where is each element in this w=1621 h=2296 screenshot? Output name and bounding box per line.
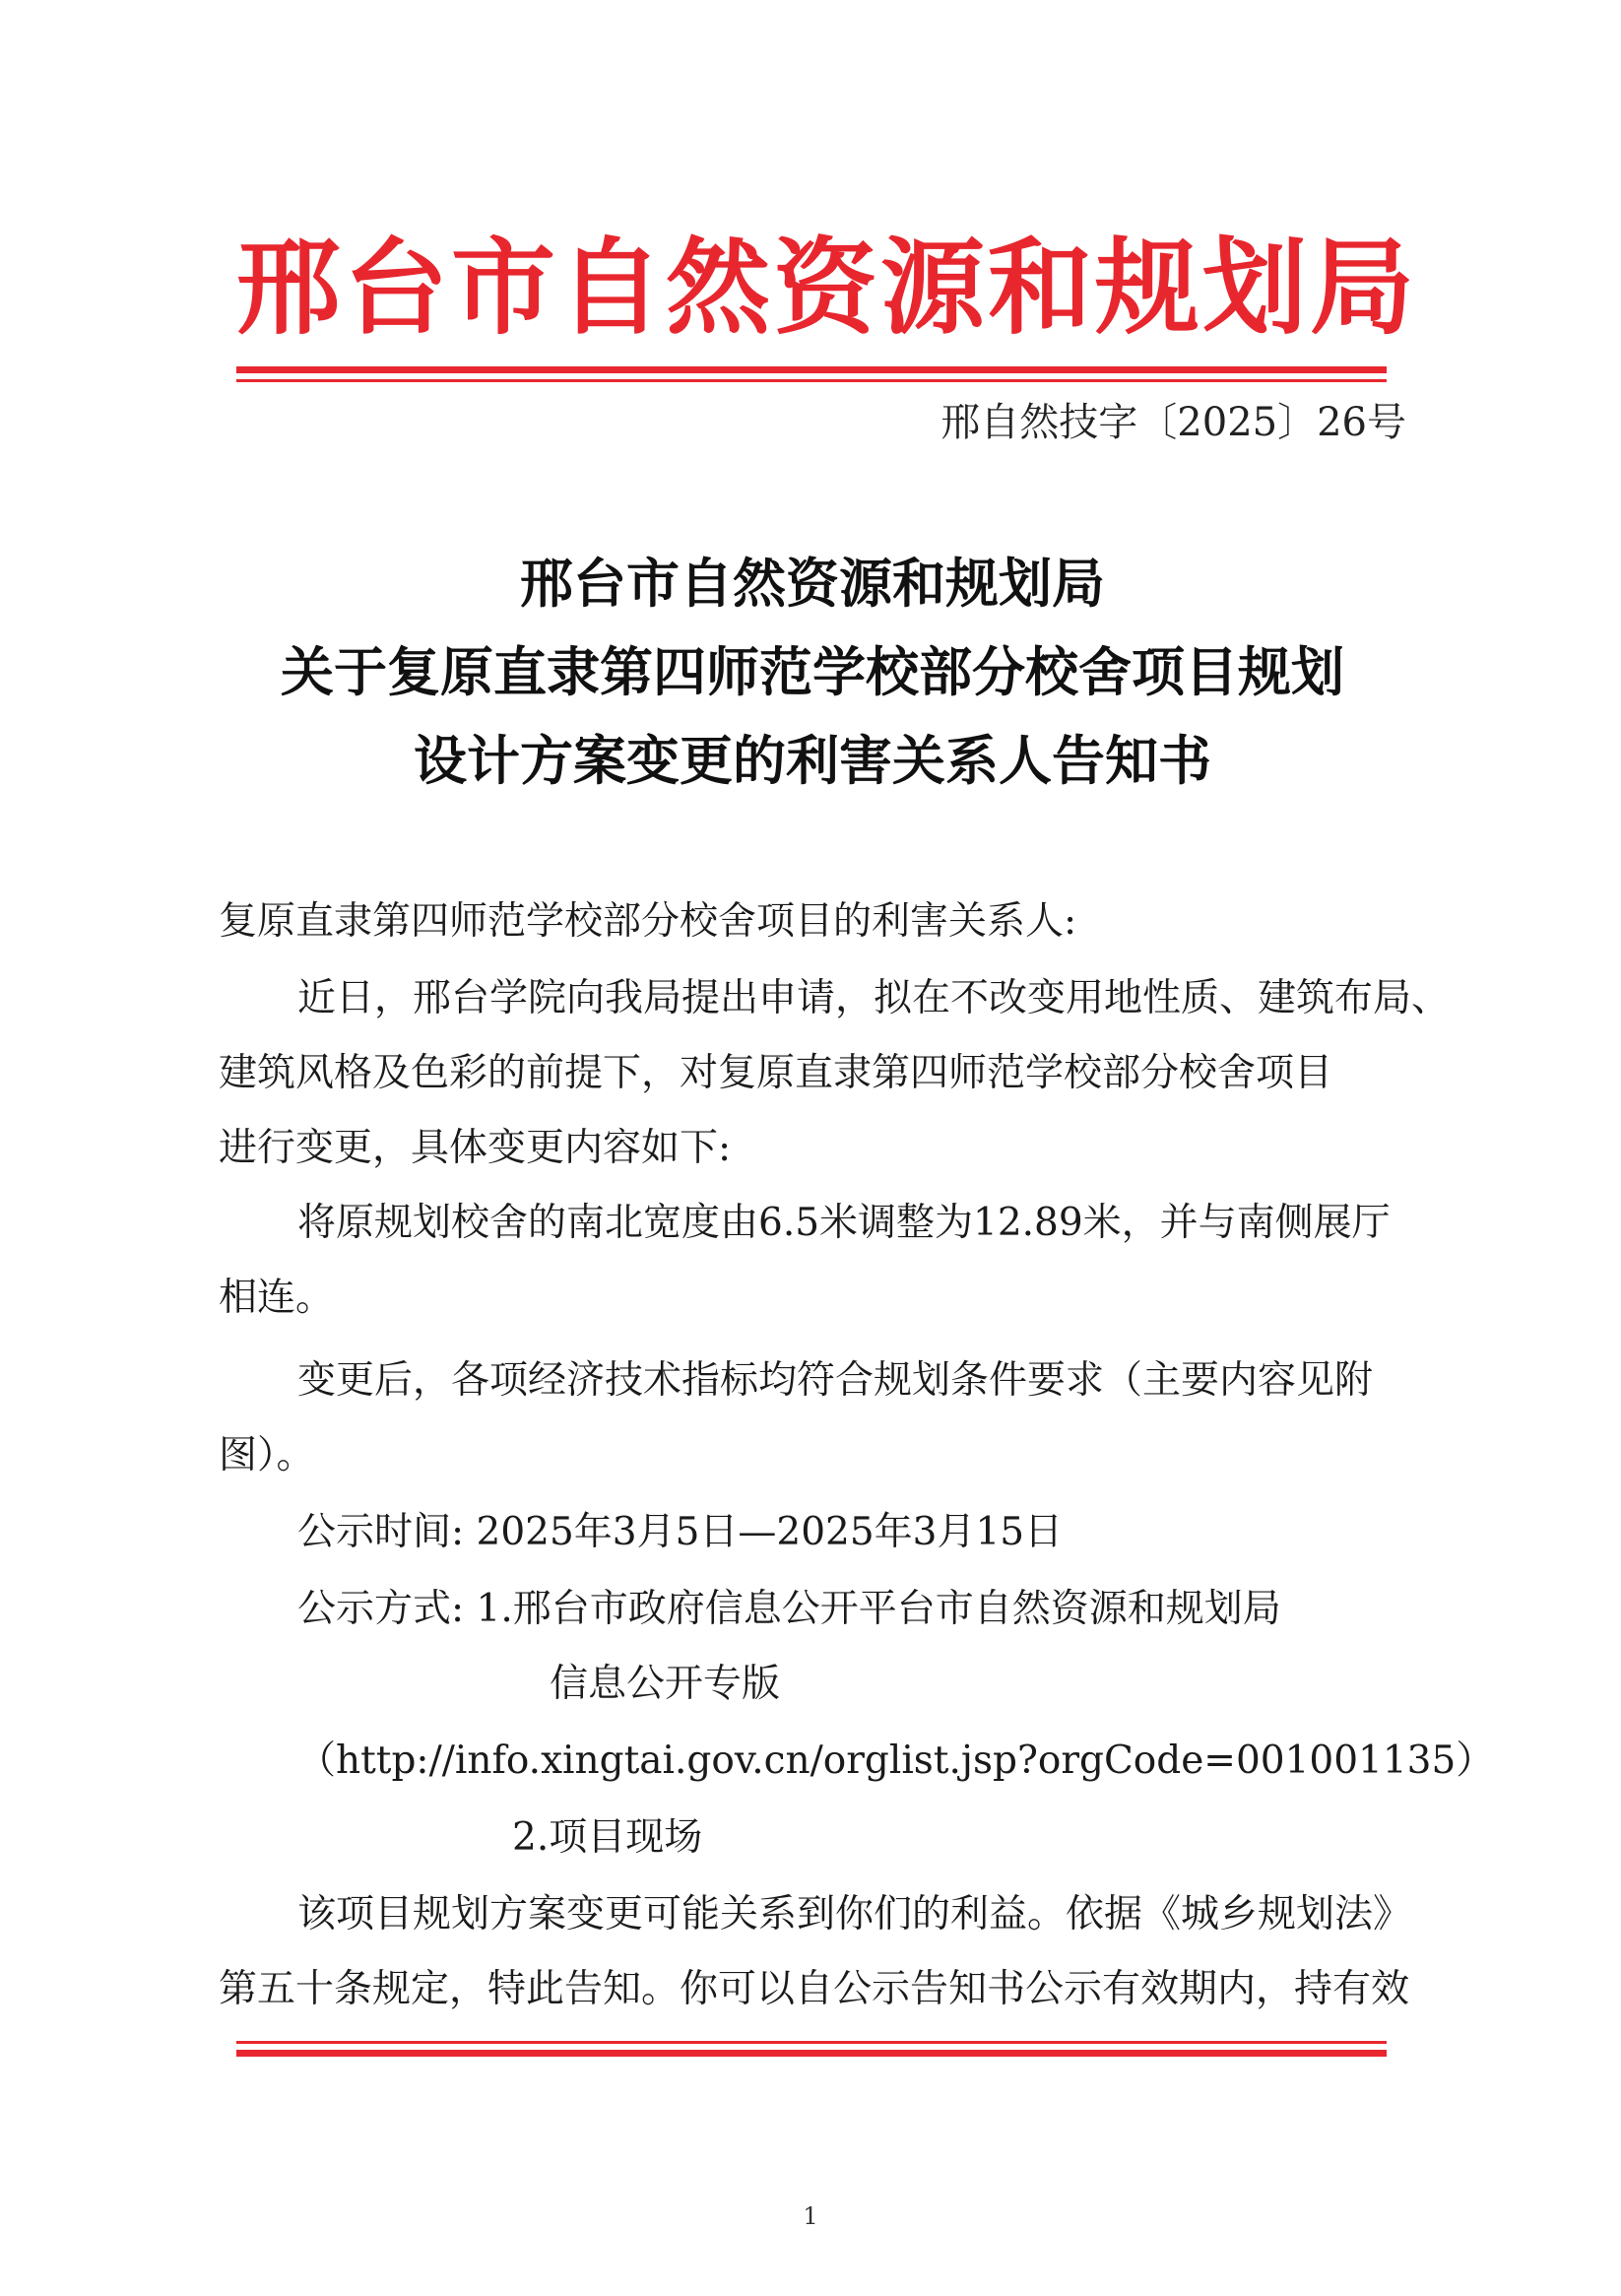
publicity-method-line-1: 公示方式: 1.邢台市政府信息公开平台市自然资源和规划局 [297, 1587, 1281, 1631]
publicity-time: 公示时间: 2025年3月5日—2025年3月15日 [297, 1510, 1064, 1554]
publicity-method-url: （http://info.xingtai.gov.cn/orglist.jsp?orgCode=001001135） [297, 1738, 1495, 1783]
paragraph-1-line-1: 近日，邢台学院向我局提出申请，拟在不改变用地性质、建筑布局、 [297, 976, 1451, 1020]
notice-title-line-1: 邢台市自然资源和规划局 [520, 553, 1105, 615]
notice-title-line-3: 设计方案变更的利害关系人告知书 [414, 730, 1211, 792]
paragraph-1-line-3: 进行变更，具体变更内容如下: [219, 1126, 732, 1170]
salutation: 复原直隶第四师范学校部分校舍项目的利害关系人: [219, 899, 1077, 944]
header-red-rule-thin [236, 379, 1387, 382]
paragraph-2-line-2: 相连。 [219, 1276, 335, 1320]
footer-red-rule-thick [236, 2050, 1387, 2057]
paragraph-2-line-1: 将原规划校舍的南北宽度由6.5米调整为12.89米，并与南侧展厅 [297, 1201, 1391, 1245]
page-number: 1 [803, 2202, 818, 2230]
header-red-rule-thick [236, 366, 1387, 373]
footer-red-rule-thin [236, 2041, 1387, 2044]
document-number: 邢自然技字〔2025〕26号 [940, 400, 1406, 445]
publicity-method-line-2: 信息公开专版 [550, 1662, 781, 1706]
publicity-method-2: 2.项目现场 [512, 1815, 703, 1860]
paragraph-4-line-1: 该项目规划方案变更可能关系到你们的利益。依据《城乡规划法》 [297, 1892, 1412, 1936]
paragraph-4-line-2: 第五十条规定，特此告知。你可以自公示告知书公示有效期内，持有效 [219, 1967, 1410, 2011]
notice-title-line-2: 关于复原直隶第四师范学校部分校舍项目规划 [281, 641, 1344, 703]
paragraph-3-line-2: 图）。 [219, 1433, 315, 1477]
paragraph-3-line-1: 变更后，各项经济技术指标均符合规划条件要求（主要内容见附 [297, 1358, 1374, 1403]
paragraph-1-line-2: 建筑风格及色彩的前提下，对复原直隶第四师范学校部分校舍项目 [219, 1051, 1333, 1095]
agency-header-title: 邢台市自然资源和规划局 [236, 228, 1417, 349]
